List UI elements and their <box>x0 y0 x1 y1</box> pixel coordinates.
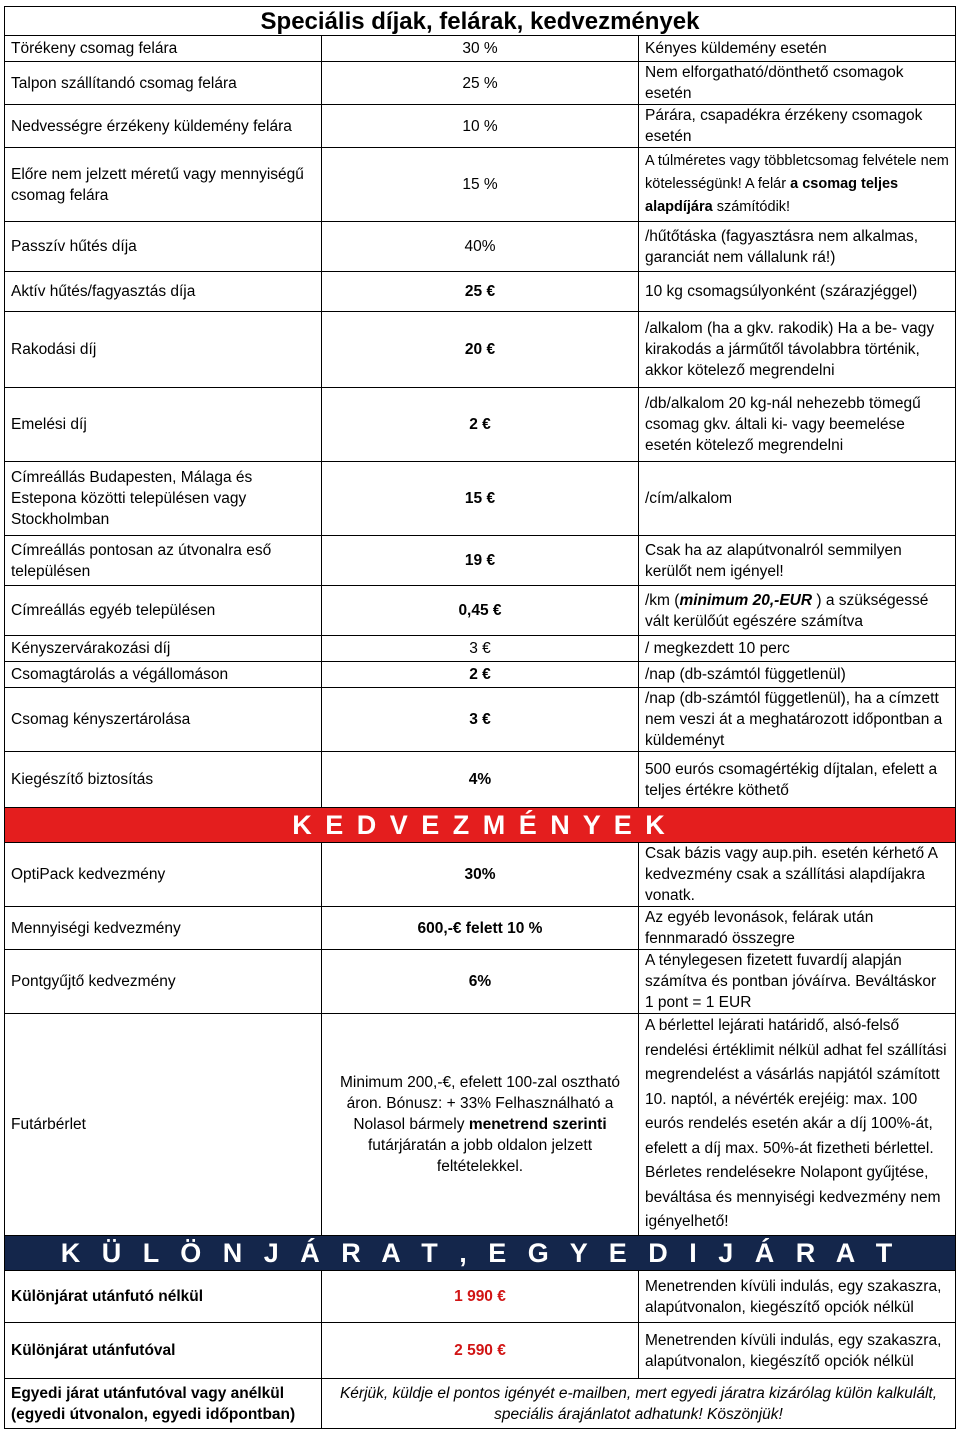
fee-name: Aktív hűtés/fagyasztás díja <box>5 272 322 312</box>
fee-value: 2 € <box>322 388 639 462</box>
fee-note: /nap (db-számtól függetlenül), ha a címzett nem veszi át a meghatározott időpontban a küldeményt <box>639 688 956 752</box>
table-row <box>5 1323 956 1379</box>
fee-value: 0,45 € <box>322 586 639 636</box>
table-row <box>5 536 956 586</box>
fee-note <box>639 148 956 222</box>
fee-name: Kiegészítő biztosítás <box>5 752 322 808</box>
special-note: Menetrenden kívüli indulás, egy szakaszra, alapútvonalon, kiegészítő opciók nélkül <box>639 1271 956 1323</box>
fee-value: 3 € <box>322 688 639 752</box>
discount-note: Csak bázis vagy aup.pih. esetén kérhető A kedvezmény csak a szállítási alapdíjakra vonatk. <box>639 843 956 907</box>
fee-name: Címreállás pontosan az útvonalra eső településen <box>5 536 322 586</box>
fee-name: Címreállás Budapesten, Málaga és Estepona közötti településen vagy Stockholmban <box>5 462 322 536</box>
fee-note: Nem elforgatható/dönthető csomagok esetén <box>639 62 956 105</box>
fee-note: 500 eurós csomagértékig díjtalan, efelett a teljes értékre köthető <box>639 752 956 808</box>
table-row <box>5 907 956 950</box>
fee-name: Rakodási díj <box>5 312 322 388</box>
fee-value: 30 % <box>322 36 639 62</box>
discount-name: Mennyiségi kedvezmény <box>5 907 322 950</box>
discount-note: A bérlettel lejárati határidő, alsó-felső rendelési értéklimit nélkül adhat fel szállítási megrendelést a vásárlás napjától számított 10. naptól, a névérték erejéig: max. 100 eurós rendelés esetén akár a díj 100%-át, efelett a díj max. 50%-át fizetheti bérlettel. Bérletes rendelésekre Nolapont gyűjtése, beváltása és mennyiségi kedvezmény nem igényelhető! <box>639 1014 956 1236</box>
fee-name: Csomag kényszertárolása <box>5 688 322 752</box>
discounts-banner: K E D V E Z M É N Y E K <box>5 808 956 843</box>
table-row <box>5 312 956 388</box>
table-row <box>5 462 956 536</box>
discount-value: 600,-€ felett 10 % <box>322 907 639 950</box>
table-row <box>5 1014 956 1236</box>
fee-value: 15 % <box>322 148 639 222</box>
fee-note: /db/alkalom 20 kg-nál nehezebb tömegű csomag gkv. általi ki- vagy beemelése esetén kötelező megrendelni <box>639 388 956 462</box>
fee-note: /nap (db-számtól függetlenül) <box>639 662 956 688</box>
fee-value: 4% <box>322 752 639 808</box>
fee-value: 25 € <box>322 272 639 312</box>
discount-name: Futárbérlet <box>5 1014 322 1236</box>
fee-note: 10 kg csomagsúlyonként (szárazjéggel) <box>639 272 956 312</box>
fee-name: Címreállás egyéb településen <box>5 586 322 636</box>
discount-name: OptiPack kedvezmény <box>5 843 322 907</box>
fee-value: 40% <box>322 222 639 272</box>
fee-value: 19 € <box>322 536 639 586</box>
fee-name: Kényszervárakozási díj <box>5 636 322 662</box>
pass-terms-tail: futárjáratán a jobb oldalon jelzett feltételekkel. <box>367 1137 593 1175</box>
fee-name: Passzív hűtés díja <box>5 222 322 272</box>
discount-value <box>322 1014 639 1236</box>
fee-note-tail: számítódik! <box>716 199 791 215</box>
fee-name: Talpon szállítandó csomag felára <box>5 62 322 105</box>
fee-note: Kényes küldemény esetén <box>639 36 956 62</box>
fee-note-post: ) a szükségessé vált kerülőút egészére számítva <box>645 591 929 630</box>
discount-value: 30% <box>322 843 639 907</box>
table-row <box>5 388 956 462</box>
fee-value: 10 % <box>322 105 639 148</box>
fee-note-text: A túlméretes vagy többletcsomag felvétele nem kötelességünk! A felár <box>645 153 949 192</box>
fee-name: Nedvességre érzékeny küldemény felára <box>5 105 322 148</box>
discount-name: Pontgyűjtő kedvezmény <box>5 950 322 1014</box>
pass-terms: Minimum 200,-€, efelett 100-zal osztható áron. Bónusz: + 33% Felhasználható a Nolasol bármely <box>340 1074 620 1133</box>
fee-note-pre: /km ( <box>645 591 680 609</box>
fee-note: /cím/alkalom <box>639 462 956 536</box>
table-row <box>5 586 956 636</box>
fee-value: 25 % <box>322 62 639 105</box>
table-row <box>5 148 956 222</box>
table-row <box>5 662 956 688</box>
fee-note-minimum: minimum 20,-EUR <box>679 591 813 609</box>
table-row <box>5 1379 956 1429</box>
discount-value: 6% <box>322 950 639 1014</box>
fee-value: 3 € <box>322 636 639 662</box>
special-note: Menetrenden kívüli indulás, egy szakaszra, alapútvonalon, kiegészítő opciók nélkül <box>639 1323 956 1379</box>
table-row <box>5 36 956 62</box>
custom-note: Kérjük, küldje el pontos igényét e-mailben, mert egyedi járatra kizárólag külön kalkulált, speciális árajánlatot adhatunk! Köszönjük! <box>322 1379 956 1429</box>
special-name: Különjárat utánfutó nélkül <box>5 1271 322 1323</box>
table-row <box>5 688 956 752</box>
fee-note-bold: a csomag teljes alapdíjára <box>645 176 899 215</box>
table-row <box>5 272 956 312</box>
table-row <box>5 950 956 1014</box>
fee-name: Törékeny csomag felára <box>5 36 322 62</box>
fee-value: 2 € <box>322 662 639 688</box>
fee-name: Csomagtárolás a végállomáson <box>5 662 322 688</box>
fee-note: /hűtőtáska (fagyasztásra nem alkalmas, garanciát nem vállalunk rá!) <box>639 222 956 272</box>
fee-value: 20 € <box>322 312 639 388</box>
discount-note: Az egyéb levonások, felárak után fennmaradó összegre <box>639 907 956 950</box>
fee-note: / megkezdett 10 perc <box>639 636 956 662</box>
table-row <box>5 636 956 662</box>
fee-value: 15 € <box>322 462 639 536</box>
page-title: Speciális díjak, felárak, kedvezmények <box>5 7 956 36</box>
special-banner: K Ü L Ö N J Á R A T , E G Y E D I J Á R A T <box>5 1236 956 1271</box>
table-row <box>5 62 956 105</box>
fee-note: /alkalom (ha a gkv. rakodik) Ha a be- vagy kirakodás a járműtől távolabbra történik, akkor kötelező megrendelni <box>639 312 956 388</box>
special-price: 2 590 € <box>322 1323 639 1379</box>
fee-name: Emelési díj <box>5 388 322 462</box>
fee-note <box>639 586 956 636</box>
fee-name: Előre nem jelzett méretű vagy mennyiségű csomag felára <box>5 148 322 222</box>
discount-note: A ténylegesen fizetett fuvardíj alapján számítva és pontban jóváírva. Beváltáskor 1 pont = 1 EUR <box>639 950 956 1014</box>
special-name: Különjárat utánfutóval <box>5 1323 322 1379</box>
fee-note: Csak ha az alapútvonalról semmilyen kerülőt nem igényel! <box>639 536 956 586</box>
price-table <box>4 6 956 1429</box>
table-row <box>5 843 956 907</box>
table-row <box>5 105 956 148</box>
table-row <box>5 1271 956 1323</box>
fee-note: Párára, csapadékra érzékeny csomagok esetén <box>639 105 956 148</box>
table-row <box>5 752 956 808</box>
table-row <box>5 222 956 272</box>
pass-terms-bold: menetrend szerinti <box>468 1116 607 1133</box>
custom-name: Egyedi járat utánfutóval vagy anélkül (egyedi útvonalon, egyedi időpontban) <box>5 1379 322 1429</box>
special-price: 1 990 € <box>322 1271 639 1323</box>
